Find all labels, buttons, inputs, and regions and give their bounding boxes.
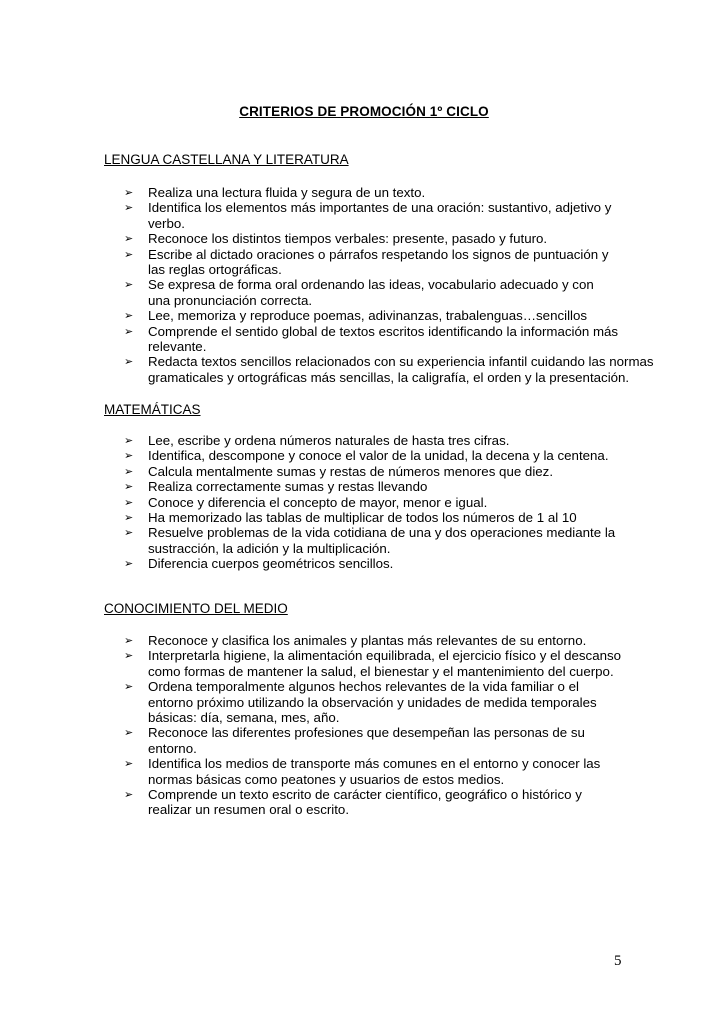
list-item: ➢ Lee, escribe y ordena números naturales de hasta tres cifras. (124, 433, 510, 448)
list-item: ➢ Conoce y diferencia el concepto de mayor, menor e igual. (124, 494, 488, 510)
arrow-bullet-icon: ➢ (124, 247, 134, 261)
arrow-bullet-icon: ➢ (124, 464, 134, 478)
list-item: ➢ Reconoce las diferentes profesiones que desempeñan las personas de su entorno. (124, 725, 585, 756)
list-item: ➢ Ha memorizado las tablas de multiplicar de todos los números de 1 al 10 (124, 510, 577, 526)
list-item: ➢ Reconoce y clasifica los animales y plantas más relevantes de su entorno. (124, 633, 587, 648)
list-item: ➢ Redacta textos sencillos relacionados con su experiencia infantil cuidando las normas gramaticales y ortográficas más sencillas, la caligrafía, el orden y la presentación. (124, 354, 654, 385)
section-heading-conocimiento: CONOCIMIENTO DEL MEDIO (104, 601, 288, 616)
arrow-bullet-icon: ➢ (124, 309, 134, 323)
list-item: ➢ Identifica los elementos más importantes de una oración: sustantivo, adjetivo y verbo. (124, 200, 612, 231)
arrow-bullet-icon: ➢ (124, 495, 134, 509)
arrow-bullet-icon: ➢ (124, 480, 134, 494)
arrow-bullet-icon: ➢ (124, 449, 134, 463)
list-item: ➢ Lee, memoriza y reproduce poemas, adivinanzas, trabalenguas…sencillos (124, 308, 588, 324)
arrow-bullet-icon: ➢ (124, 232, 134, 246)
arrow-bullet-icon: ➢ (124, 788, 134, 802)
arrow-bullet-icon: ➢ (124, 434, 134, 447)
list-item: ➢ Diferencia cuerpos geométricos sencillos. (124, 556, 394, 572)
page-number: 5 (614, 953, 622, 969)
section-heading-lengua: LENGUA CASTELLANA Y LITERATURA (104, 152, 349, 167)
list-item: ➢ Comprende el sentido global de textos escritos identificando la información más relevante. (124, 323, 619, 355)
arrow-bullet-icon: ➢ (124, 634, 134, 647)
arrow-bullet-icon: ➢ (124, 757, 134, 771)
criteria-list-conocimiento (122, 633, 682, 818)
list-item: ➢ Reconoce los distintos tiempos verbales: presente, pasado y futuro. (124, 231, 548, 247)
list-item: ➢ Calcula mentalmente sumas y restas de números menores que diez. (124, 463, 554, 479)
list-item: ➢ Se expresa de forma oral ordenando las ideas, vocabulario adecuado y con una pronunciación correcta. (124, 277, 594, 308)
arrow-bullet-icon: ➢ (124, 186, 134, 199)
section-heading-matematicas: MATEMÁTICAS (104, 402, 201, 417)
list-item: ➢ Escribe al dictado oraciones o párrafos respetando los signos de puntuación y las reglas ortográficas. (124, 246, 609, 278)
criteria-list-matematicas (122, 433, 682, 572)
arrow-bullet-icon: ➢ (124, 201, 134, 215)
criteria-list-lengua (122, 185, 682, 385)
list-item: ➢ Realiza correctamente sumas y restas llevando (124, 479, 428, 495)
arrow-bullet-icon: ➢ (124, 355, 134, 369)
arrow-bullet-icon: ➢ (124, 511, 134, 525)
list-item: ➢ Resuelve problemas de la vida cotidiana de una y dos operaciones mediante la sustracción, la adición y la multiplicación. (124, 525, 616, 556)
page-title: CRITERIOS DE PROMOCIÓN 1º CICLO (239, 104, 489, 119)
arrow-bullet-icon: ➢ (124, 557, 134, 571)
list-item: ➢ Comprende un texto escrito de carácter científico, geográfico o histórico y realizar un resumen oral o escrito. (124, 787, 582, 818)
arrow-bullet-icon: ➢ (124, 526, 134, 540)
arrow-bullet-icon: ➢ (124, 278, 134, 292)
list-item: ➢ Identifica, descompone y conoce el valor de la unidad, la decena y la centena. (124, 448, 609, 464)
arrow-bullet-icon: ➢ (124, 324, 134, 338)
list-item: ➢ Ordena temporalmente algunos hechos relevantes de la vida familiar o el entorno próximo utilizando la observación y unidades de medida temporales básicas: día, semana, mes, año. (124, 679, 597, 726)
arrow-bullet-icon: ➢ (124, 680, 134, 694)
arrow-bullet-icon: ➢ (124, 726, 134, 740)
list-item: ➢ Realiza una lectura fluida y segura de un texto. (124, 185, 426, 200)
list-item: ➢ Interpretarla higiene, la alimentación equilibrada, el ejercicio físico y el descanso como formas de mantener la salud, el bienestar y el mantenimiento del cuerpo. (124, 648, 622, 679)
arrow-bullet-icon: ➢ (124, 649, 134, 663)
list-item: ➢ Identifica los medios de transporte más comunes en el entorno y conocer las normas básicas como peatones y usuarios de estos medios. (124, 756, 601, 787)
